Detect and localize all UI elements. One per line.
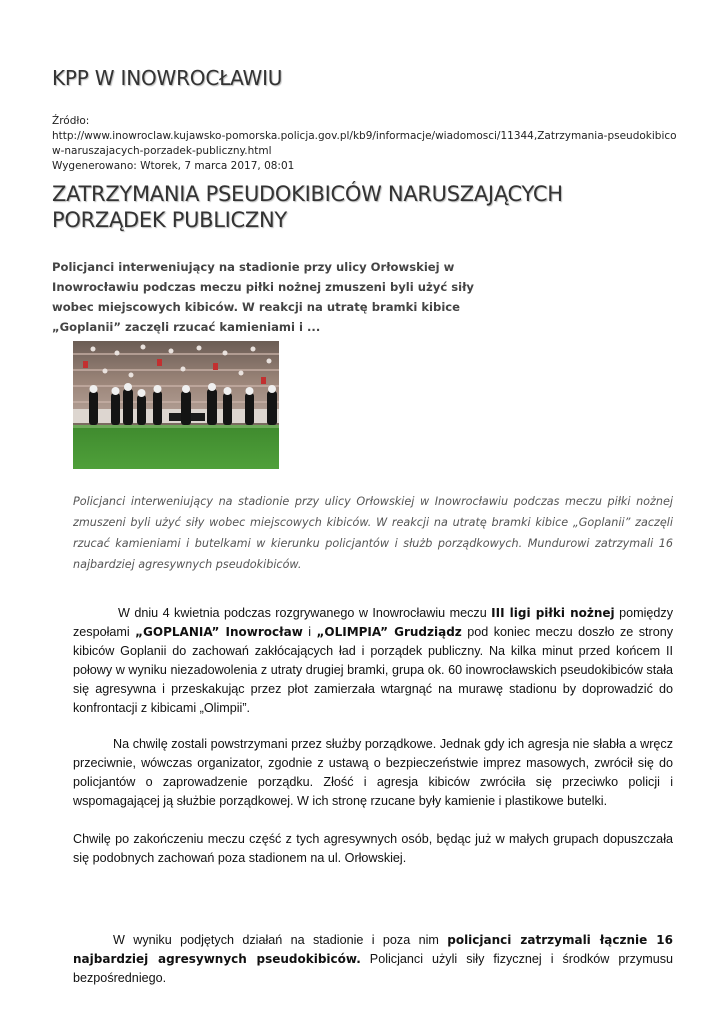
article-lead: Policjanci interweniujący na stadionie przy ulicy Orłowskiej w Inowrocławiu podczas meczu piłki nożnej zmuszeni byli użyć siły wobec miejscowych kibiców. W reakcji na utratę bramki kibice „Goplanii” zaczęli rzucać kamieniami i ...: [52, 260, 474, 334]
p4-text-1: W wyniku podjętych działań na stadionie i poza nim: [113, 933, 448, 947]
paragraph-2: [73, 735, 673, 811]
p1-text-1: W dniu 4 kwietnia podczas rozgrywanego w Inowrocławiu meczu: [118, 606, 492, 620]
p4-text-2: Policjanci użyli siły fizycznej i środków przymusu bezpośredniego.: [73, 952, 673, 985]
paragraph-1: [73, 604, 673, 718]
p1-text-2: pomiędzy zespołami: [73, 606, 673, 639]
p1-text-4: pod koniec meczu doszło ze strony kibiców Goplanii do zachowań zakłócających ład i porządek publiczny. Na kilka minut przed końcem II połowy w wyniku niezadowolenia z utraty drugiej bramki, grupa ok. 60 inowrocławskich pseudokibiców stała się agresywna i przeskakując przez płot zamierzała wtargnąć na murawę stadionu by doprowadzić do konfrontacji z kibicami „Olimpii”.: [73, 625, 673, 715]
source-url[interactable]: http://www.inowroclaw.kujawsko-pomorska.policja.gov.pl/kb9/informacje/wiadomosci/11344,Zatrzymania-pseudokibicow-naruszajacych-porzadek-publiczny.html: [52, 130, 677, 157]
photo-caption: Policjanci interweniujący na stadionie przy ulicy Orłowskiej w Inowrocławiu podczas meczu piłki nożnej zmuszeni byli użyć siły wobec miejscowych kibiców. W reakcji na utratę bramki kibice „Goplanii” zaczęli rzucać kamieniami i butelkami w kierunku policjantów i służb porządkowych. Mundurowi zatrzymali 16 najbardziej agresywnych pseudokibiców.: [73, 495, 673, 571]
source-label: Źródło:: [52, 115, 90, 127]
p2-text: Na chwilę zostali powstrzymani przez służby porządkowe. Jednak gdy ich agresja nie słabła a wręcz przeciwnie, wówczas organizator, zgodnie z ustawą o bezpieczeństwie imprez masowych, zwrócił się do policjantów o zaprowadzenie porządku. Złość i agresja kibiców zwróciła się przeciwko policji i wspomagającej ją służbie porządkowej. W ich stronę rzucane były kamienie i plastikowe butelki.: [73, 737, 673, 808]
article-title: ZATRZYMANIA PSEUDOKIBICÓW NARUSZAJĄCYCH PORZĄDEK PUBLICZNY: [52, 182, 563, 232]
p4-bold-arrests: policjanci zatrzymali łącznie 16 najbardziej agresywnych pseudokibiców.: [73, 933, 674, 966]
p1-bold-olimpia: „OLIMPIA” Grudziądz: [316, 625, 462, 639]
p1-bold-league: III ligi piłki nożnej: [491, 606, 615, 620]
site-title: KPP W INOWROCŁAWIU: [52, 66, 283, 90]
article-photo: [73, 341, 279, 469]
source-block: [52, 114, 677, 174]
generated-date: Wygenerowano: Wtorek, 7 marca 2017, 08:01: [52, 160, 295, 172]
paragraph-4: [73, 931, 673, 988]
paragraph-3: Chwilę po zakończeniu meczu część z tych agresywnych osób, będąc już w małych grupach dopuszczała się podobnych zachowań poza stadionem na ul. Orłowskiej.: [73, 832, 673, 865]
p1-bold-goplania: „GOPLANIA” Inowrocław: [135, 625, 303, 639]
p1-text-3: i: [302, 625, 317, 639]
